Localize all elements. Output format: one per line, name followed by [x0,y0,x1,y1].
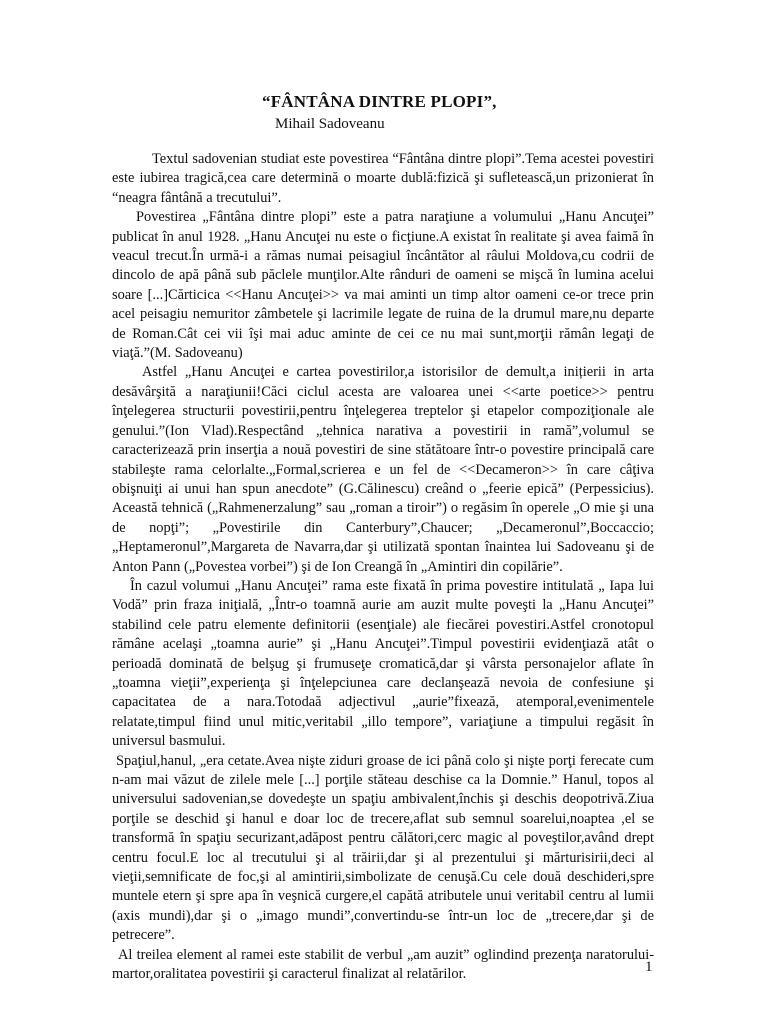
page-number: 1 [645,959,653,975]
document-title: “FÂNTÂNA DINTRE PLOPI”, [262,92,497,111]
paragraph: Al treilea element al ramei este stabilit de verbul „am auzit” oglindind prezenţa naratorului-martor,oralitatea povestirii şi caracterul finalizat al relatărilor. [112,946,654,983]
paragraph: În cazul volumui „Hanu Ancuţei” rama este fixată în prima povestire intitulată „ Iapa lui Vodă” prin fraza iniţială, „Într-o toamnă aurie am auzit multe poveşti la „Hanu Ancuţei” stabilind cele patru elemente definitorii (esenţiale) ale fiecărei povestiri.Astfel cronotopul rămâne acelaşi „toamna aurie” şi „Hanu Ancuţei”.Timpul povestirii evidenţiază atât o perioadă dominată de belşug şi frumuseţe cromatică,dar şi vârsta personajelor aflate în „toamna vieţii”,experienţa şi înţelepciunea care declanşează nevoia de confesiune şi capacitatea de a nara.Totodaă adjectivul „aurie”fixează, atemporal,evenimentele relatate,timpul fiind unul mitic,veritabil „illo tempore”, variaţiune a timpului regăsit în universul basmului. [112,577,654,750]
paragraph: Spaţiul,hanul, „era cetate.Avea nişte ziduri groase de ici până colo şi nişte porţi ferecate cum n-am mai văzut de zilele mele [...] porţile stăteau deschise ca la Domnie.” Hanul, topos al universului sadovenian,se dovedeşte un spaţiu ambivalent,închis şi deschis deopotrivă.Ziua porţile se deschid şi hanul e doar loc de trecere,aflat sub semnul soarelui,noaptea ,el se transformă în spaţiu securizant,adăpost pentru călători,cerc magic al poveştilor,având drept centru focul.E loc al trecutului şi al trăirii,dar şi al prezentului şi mărturisirii,deci al vieţii,semnificate de foc,şi al amintirii,simbolizate de cenuşă.Cu cele două deschideri,spre muntele etern şi spre apa în veşnică curgere,el capătă atributele unui veritabil centru al lumii (axis mundi),dar şi o „imago mundi”,convertindu-se într-un loc de „trecere,dar şi de petrecere”. [112,752,654,944]
document-body [112,150,654,984]
paragraph: Astfel „Hanu Ancuţei e cartea povestirilor,a istorisilor de demult,a inițierii in arta desăvârşită a naraţiunii!Căci ciclul acesta are valoarea unei <<arte poetice>> pentru înţelegerea structurii povestirii,pentru înţelegerea treptelor şi etapelor compoziţionale ale genului.”(Ion Vlad).Respectând „tehnica narativa a povestirii in ramă”,volumul se caracterizează prin inserţia a nouă povestiri de sine stătătoare într-o povestire principală care stabileşte rama celorlalte.„Formal,scrierea e un fel de <<Decameron>> în care câţiva obişnuiţi ai unui han spun anecdote” (G.Călinescu) creând o „feerie epică” (Perpessicius). Această tehnică („Rahmenerzalung” sau „roman a tiroir”) o regăsim în operele „O mie şi una de nopţi”; „Povestirile din Canterbury”,Chaucer; „Decameronul”,Boccaccio; „Heptameronul”,Margareta de Navarra,dar şi utilizată spontan înaintea lui Sadoveanu şi de Anton Pann („Povestea vorbei”) şi de Ion Creangă în „Amintiri din copilărie”. [112,364,654,575]
document-author: Mihail Sadoveanu [275,116,385,132]
paragraph: Textul sadovenian studiat este povestirea “Fântâna dintre plopi”.Tema acestei povestiri este iubirea tragică,cea care determină o moarte dublă:fizică şi sufletească,un prizonierat în “neagra fântână a trecutului”. [112,151,654,206]
paragraph: Povestirea „Fântâna dintre plopi” este a patra naraţiune a volumului „Hanu Ancuţei” publicat în anul 1928. „Hanu Ancuţei nu este o ficţiune.A existat în realitate şi avea faimă în veacul trecut.În urmă-i a rămas numai peisagiul încântător al râului Moldova,cu codrii de dincolo de apă până sub păclele munţilor.Alte rânduri de oameni se mişcă în lumina acelui soare [...]Cărticica <<Hanu Ancuţei>> va mai aminti un timp altor oameni ce-or trece prin acel peisagiu nemuritor zâmbetele şi lacrimile legate de ruina de la drumul mare,nu departe de Roman.Cât cei vii îşi mai aduc aminte de cei ce nu mai sunt,morţii rămân legaţi de viaţă.”(M. Sadoveanu) [112,209,654,362]
